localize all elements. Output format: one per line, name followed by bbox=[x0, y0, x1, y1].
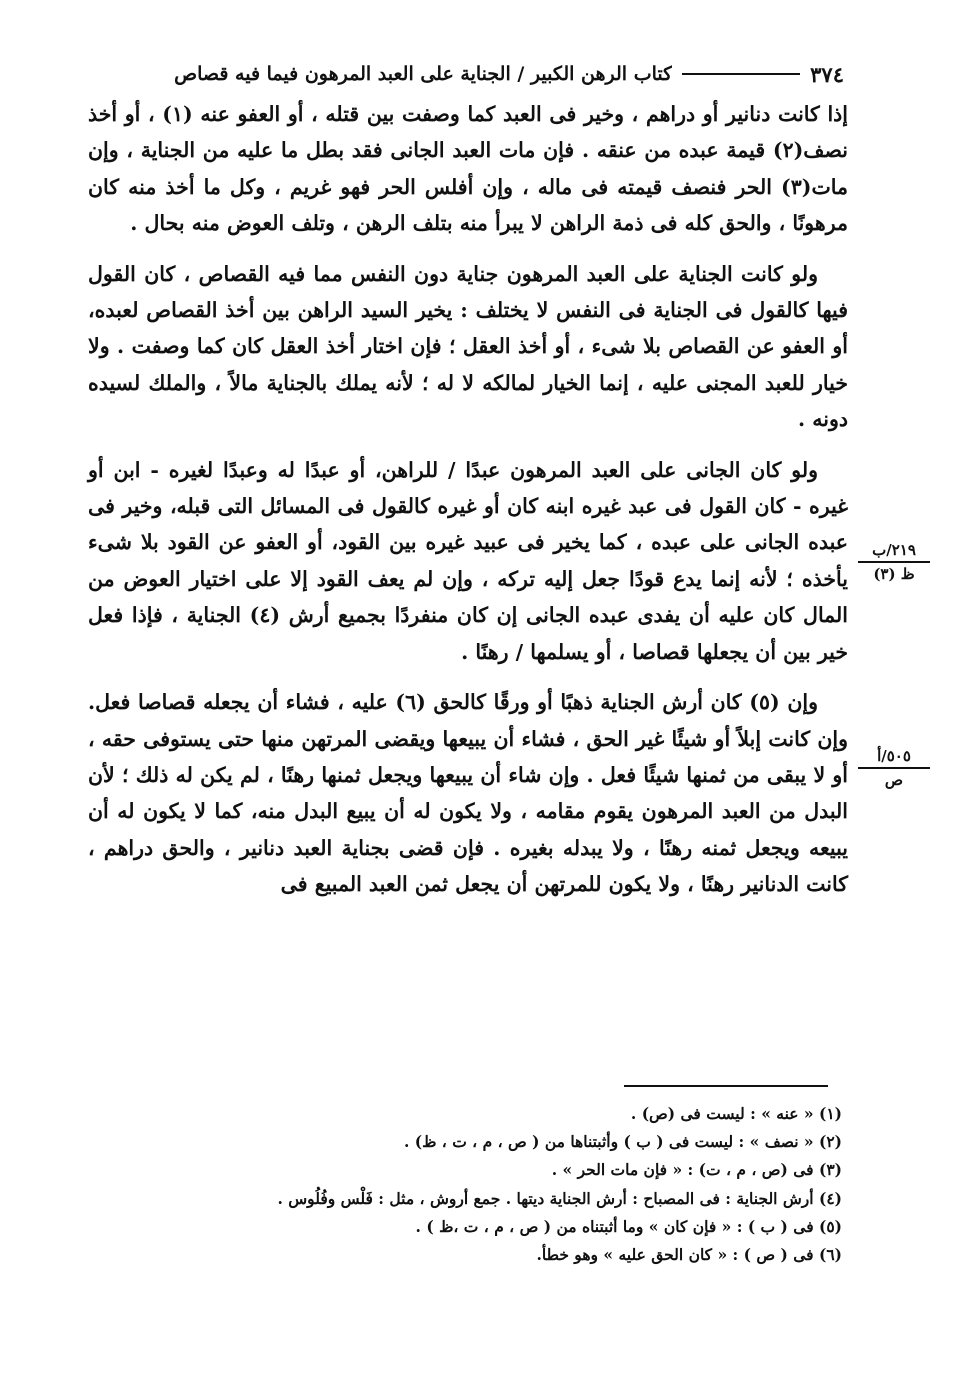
manuscript-siglum: ظ (٣) bbox=[873, 565, 915, 583]
main-text bbox=[88, 96, 848, 903]
footnote: (٥) فى ( ب ) : « فإن كان » وما أثبتناه من ( ص ، م ، ت ،ظ ) . bbox=[415, 1216, 842, 1236]
paragraph: ولو كانت الجناية على العبد المرهون جناية دون النفس مما فيه القصاص ، كان القول فيها كالقول فى الجناية فى النفس لا يختلف : يخير السيد الراهن بين أخذ القصاص لعبده، أو العفو عن القصاص بلا شىء ، أو أخذ العقل ؛ فإن اختار أخذ العقل كان كما وصفت . ولا خيار للعبد المجنى عليه ، إنما الخيار لمالكه لا له ؛ لأنه يملك بالجناية مالاً ، والملك لسيده دونه . bbox=[88, 261, 848, 432]
footnotes bbox=[110, 1100, 842, 1269]
manuscript-folio-note bbox=[858, 540, 930, 584]
page-header bbox=[92, 58, 844, 90]
footnote: (٦) فى ( ص ) : « كان الحق عليه » وهو خطأ. bbox=[536, 1245, 842, 1265]
header-rule bbox=[682, 73, 800, 75]
paragraph: وإن (٥) كان أرش الجناية ذهبًا أو ورقًا كالحق (٦) عليه ، فشاء أن يجعله قصاصا فعل. وإن كانت إبلاً أو شيئًا غير الحق ، فشاء أن يبيعها ويقضى المرتهن منها حتى يستوفى حقه ، أو لا يبقى من ثمنها شيئًا فعل . وإن شاء أن يبيعها ويجعل ثمنها رهنًا ، لم يكن له ذلك ؛ لأن البدل من العبد المرهون يقوم مقامه ، ولا يكون له أن يبيع البدل منه، كما لا يكون له أن يبيعه ويجعل ثمنه رهنًا ، ولا يبدله بغيره . فإن قضى بجناية العبد دنانير ، والحق دراهم ، كانت الدنانير رهنًا ، ولا يكون للمرتهن أن يجعل ثمن العبد المبيع فى bbox=[88, 690, 848, 897]
footnote: (١) « عنه » : ليست فى (ص) . bbox=[630, 1104, 842, 1123]
footnote-separator bbox=[624, 1085, 828, 1087]
page-number: ٣٧٤ bbox=[810, 61, 844, 87]
footnote: (٣) فى (ص ، م ، ت) : « فإن مات الحر » . bbox=[551, 1160, 842, 1180]
paragraph: ولو كان الجانى على العبد المرهون عبدًا / للراهن، أو عبدًا له وعبدًا لغيره - ابن أو غيره - كان القول فى عبد غيره ابنه كان أو غيره كالقول فى المسائل التى قبله، وخير فى عبده الجانى على عبده ، كما يخير فى عبيد غيره بين القود، أو العفو عن القود بلا شىء يأخذه ؛ لأنه إنما يدع قودًا جعل إليه تركه ، وإن لم يعف القود إلا على اختيار العوض من المال كان عليه أن يفدى عبده الجانى إن كان منفردًا بجميع أرش (٤) الجناية ، فإذا فعل خير بين أن يجعلها قصاصا ، أو يسلمها / رهنًا . bbox=[88, 457, 848, 664]
footnote: (٢) « نصف » : ليست فى ( ب ) وأثبتناها من ( ص ، م ، ت ، ظ) . bbox=[403, 1132, 842, 1152]
running-title: كتاب الرهن الكبير / الجناية على العبد المرهون فيما فيه قصاص bbox=[174, 63, 673, 85]
manuscript-folio-note bbox=[858, 746, 930, 790]
footnote: (٤) أرش الجناية : فى المصباح : أرش الجناية ديتها . جمع أروش ، مثل : فَلْس وفُلُوس . bbox=[277, 1188, 842, 1208]
manuscript-siglum: ص bbox=[884, 771, 904, 789]
folio-reference: ٥٠٥/أ bbox=[858, 746, 930, 769]
paragraph: إذا كانت دنانير أو دراهم ، وخير فى العبد كما وصفت بين قتله ، أو العفو عنه (١) ، أو أخذ نصف(٢) قيمة عبده من عنقه . فإن مات العبد الجانى فقد بطل ما عليه من الجناية ، وإن مات(٣) الحر فنصف قيمته فى ماله ، وإن أفلس الحر فهو غريم ، وكل ما أخذ منه كان مرهونًا ، والحق كله فى ذمة الراهن لا يبرأ منه بتلف الرهن ، وتلف العوض منه بحال . bbox=[88, 102, 848, 236]
folio-reference: ٢١٩/ب bbox=[858, 540, 930, 563]
